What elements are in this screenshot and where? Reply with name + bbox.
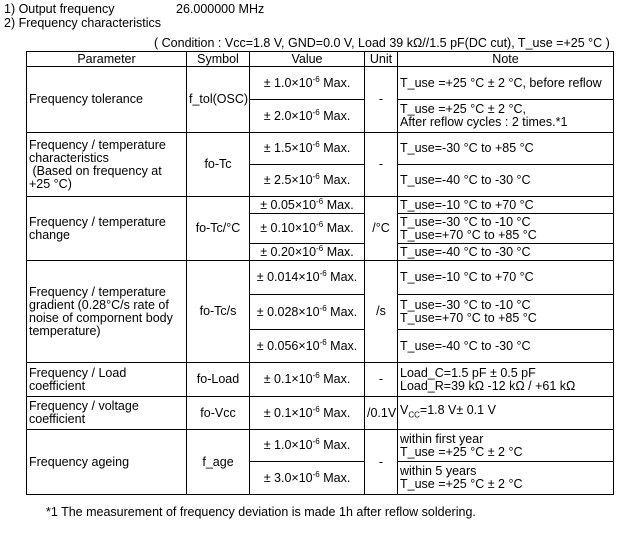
symbol-cell: fo-Tc	[187, 133, 250, 197]
value-cell: ± $0.028\times 10^{-6}$ Max.	[250, 295, 365, 330]
symbol-cell: fo-Tc/°C	[187, 197, 250, 261]
note-cell: T_use=-40 °C to -30 °C	[398, 330, 614, 363]
note-cell: T_use=-10 °C to +70 °C	[398, 261, 614, 295]
value-cell: ± $2.5\times 10^{-6}$ Max.	[250, 165, 365, 197]
output-frequency-value: 26.000000 MHz	[176, 2, 265, 16]
value-cell: ± $3.0\times 10^{-6}$ Max.	[250, 462, 365, 495]
note-cell: T_use=-40 °C to -30 °C	[398, 165, 614, 197]
value-cell: ± $0.20\times 10^{-6}$ Max.	[250, 244, 365, 261]
output-frequency-label: 1) Output frequency	[4, 2, 115, 16]
parameter-cell: Frequency ageing	[27, 430, 187, 495]
table-row	[27, 133, 614, 165]
parameter-cell: Frequency / voltage coefficient	[27, 397, 187, 430]
frequency-characteristics-table	[26, 51, 614, 495]
note-cell: T_use =+25 °C ± 2 °C, After reflow cycles : 2 times.*1	[398, 100, 614, 133]
unit-cell: -	[365, 67, 398, 133]
note-cell: T_use=-30 °C to -10 °C T_use=+70 °C to +85 °C	[398, 214, 614, 244]
table-header-row	[27, 52, 614, 67]
symbol-cell: f_age	[187, 430, 250, 495]
note-cell: Load_C=1.5 pF ± 0.5 pF Load_R=39 kΩ -12 kΩ / +61 kΩ	[398, 363, 614, 397]
note-cell: T_use=-10 °C to +70 °C	[398, 197, 614, 214]
unit-cell: /s	[365, 261, 398, 363]
unit-cell: /°C	[365, 197, 398, 261]
header-value: Value	[250, 52, 365, 67]
parameter-cell: Frequency / temperature gradient (0.28°C/s rate of noise of compornent body temperature)	[27, 261, 187, 363]
symbol-cell: fo-Load	[187, 363, 250, 397]
value-cell: ± $1.0\times 10^{-6}$ Max.	[250, 430, 365, 462]
table-row	[27, 67, 614, 100]
table-row	[27, 363, 614, 397]
table-row	[27, 197, 614, 214]
value-cell: ± $0.05\times 10^{-6}$ Max.	[250, 197, 365, 214]
parameter-cell: Frequency / temperature characteristics (Based on frequency at +25 °C)	[27, 133, 187, 197]
parameter-cell: Frequency / temperature change	[27, 197, 187, 261]
value-cell: ± $0.056\times 10^{-6}$ Max.	[250, 330, 365, 363]
value-cell: ± $0.1\times 10^{-6}$ Max.	[250, 397, 365, 430]
frequency-characteristics-heading: 2) Frequency characteristics	[4, 16, 162, 30]
note-cell: T_use=-40 °C to -30 °C	[398, 244, 614, 261]
table-row	[27, 261, 614, 295]
test-condition: ( Condition : Vcc=1.8 V, GND=0.0 V, Load 39 kΩ//1.5 pF(DC cut), T_use =+25 °C )	[154, 36, 610, 50]
value-cell: ± $0.014\times 10^{-6}$ Max.	[250, 261, 365, 295]
symbol-cell: f_tol(OSC)	[187, 67, 250, 133]
symbol-cell: fo-Tc/s	[187, 261, 250, 363]
header-symbol: Symbol	[187, 52, 250, 67]
value-cell: ± $1.0\times 10^{-6}$ Max.	[250, 67, 365, 100]
value-cell: ± $0.1\times 10^{-6}$ Max.	[250, 363, 365, 397]
symbol-cell: fo-Vcc	[187, 397, 250, 430]
table-row	[27, 397, 614, 430]
parameter-cell: Frequency tolerance	[27, 67, 187, 133]
value-cell: ± $1.5\times 10^{-6}$ Max.	[250, 133, 365, 165]
unit-cell: -	[365, 363, 398, 397]
unit-cell: /0.1V	[365, 397, 398, 430]
note-cell: T_use=-30 °C to -10 °C T_use=+70 °C to +85 °C	[398, 295, 614, 330]
value-cell: ± $0.10\times 10^{-6}$ Max.	[250, 214, 365, 244]
note-cell: $V_{CC}=1.8$ V± 0.1 V	[398, 397, 614, 430]
header-unit: Unit	[365, 52, 398, 67]
table-row	[27, 430, 614, 462]
value-cell: ± $2.0\times 10^{-6}$ Max.	[250, 100, 365, 133]
header-parameter: Parameter	[27, 52, 187, 67]
note-cell: T_use =+25 °C ± 2 °C, before reflow	[398, 67, 614, 100]
note-cell: T_use=-30 °C to +85 °C	[398, 133, 614, 165]
note-cell: within first year T_use =+25 °C ± 2 °C	[398, 430, 614, 462]
unit-cell: -	[365, 133, 398, 197]
parameter-cell: Frequency / Load coefficient	[27, 363, 187, 397]
header-note: Note	[398, 52, 614, 67]
footnote: *1 The measurement of frequency deviation is made 1h after reflow soldering.	[46, 505, 476, 519]
unit-cell: -	[365, 430, 398, 495]
note-cell: within 5 years T_use =+25 °C ± 2 °C	[398, 462, 614, 495]
